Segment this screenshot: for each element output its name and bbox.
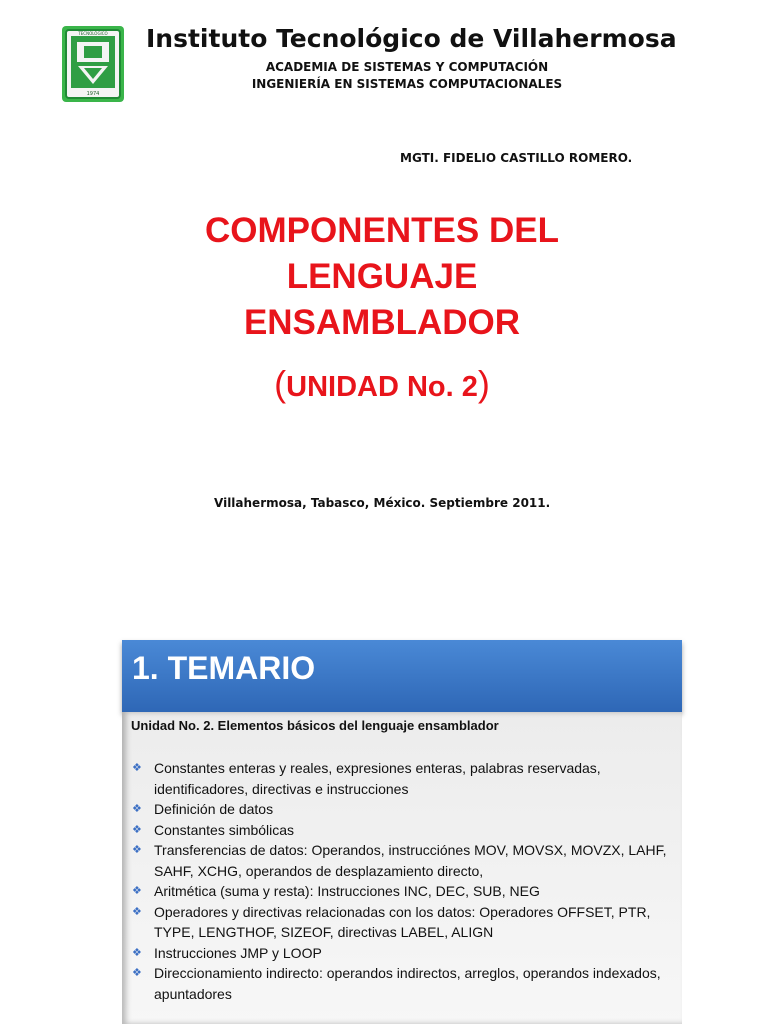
list-item-text: Aritmética (suma y resta): Instrucciones INC, DEC, SUB, NEG [154, 883, 540, 899]
list-item [132, 963, 670, 1004]
diamond-bullet-icon: ❖ [132, 803, 142, 815]
institution-logo [62, 26, 124, 102]
diamond-bullet-icon: ❖ [132, 823, 142, 836]
diamond-bullet-icon: ❖ [132, 762, 142, 774]
diamond-bullet-icon: ❖ [132, 946, 142, 959]
list-item-text: Instrucciones JMP y LOOP [154, 944, 322, 961]
list-item [132, 820, 670, 841]
title-line-2: LENGUAJE [286, 257, 478, 296]
title-line-3: ENSAMBLADOR [243, 303, 521, 342]
academy-name: ACADEMIA DE SISTEMAS Y COMPUTACIÓN [265, 60, 549, 74]
unit-open-paren: ( [274, 363, 287, 404]
list-item-text: Constantes enteras y reales, expresiones enteras, palabras reservadas, identificadores, directivas e instrucciones [154, 760, 601, 797]
list-item [132, 799, 670, 820]
list-item [132, 943, 670, 964]
unit-subtitle: Unidad No. 2. Elementos básicos del lenguaje ensamblador [131, 718, 499, 733]
list-item [132, 902, 670, 943]
unit-text: UNIDAD No. 2 [286, 371, 478, 403]
institution-name: Instituto Tecnológico de Villahermosa [146, 24, 677, 53]
title-line-1: COMPONENTES DEL [205, 211, 559, 250]
list-item [132, 881, 670, 902]
list-item [132, 840, 670, 881]
temario-heading: 1. TEMARIO [132, 650, 316, 686]
place-date: Villahermosa, Tabasco, México. Septiembre 2011. [214, 496, 551, 510]
diamond-bullet-icon: ❖ [132, 844, 142, 856]
program-name: INGENIERÍA EN SISTEMAS COMPUTACIONALES [251, 77, 563, 91]
logo-emblem-icon [62, 26, 124, 102]
document-title [140, 208, 624, 346]
temario-panel [122, 640, 682, 1024]
unit-label [140, 363, 624, 405]
list-item-text: Constantes simbólicas [154, 821, 295, 838]
list-item [132, 758, 670, 799]
diamond-bullet-icon: ❖ [132, 967, 142, 979]
topic-list [132, 758, 670, 1004]
list-item-text: Operadores y directivas relacionadas con los datos: Operadores OFFSET, PTR, TYPE, LENGTHOF, SIZEOF, directivas LABEL, ALIGN [154, 903, 651, 940]
temario-body [122, 712, 682, 1024]
list-item-text: Transferencias de datos: Operandos, instrucciónes MOV, MOVSX, MOVZX, LAHF, SAHF, XCHG, operandos de desplazamiento directo, [154, 842, 667, 879]
logo-year: 1974 [86, 91, 100, 97]
author-name: MGTI. FIDELIO CASTILLO ROMERO. [400, 151, 633, 165]
diamond-bullet-icon: ❖ [132, 905, 142, 918]
list-item-text: Definición de datos [154, 801, 274, 817]
list-item-text: Direccionamiento indirecto: operandos indirectos, arreglos, operandos indexados, apuntadores [154, 965, 661, 1002]
diamond-bullet-icon: ❖ [132, 885, 142, 897]
temario-header [122, 640, 682, 712]
unit-close-paren: ) [477, 363, 490, 404]
logo-text: TECNOLÓGICO [78, 31, 108, 36]
